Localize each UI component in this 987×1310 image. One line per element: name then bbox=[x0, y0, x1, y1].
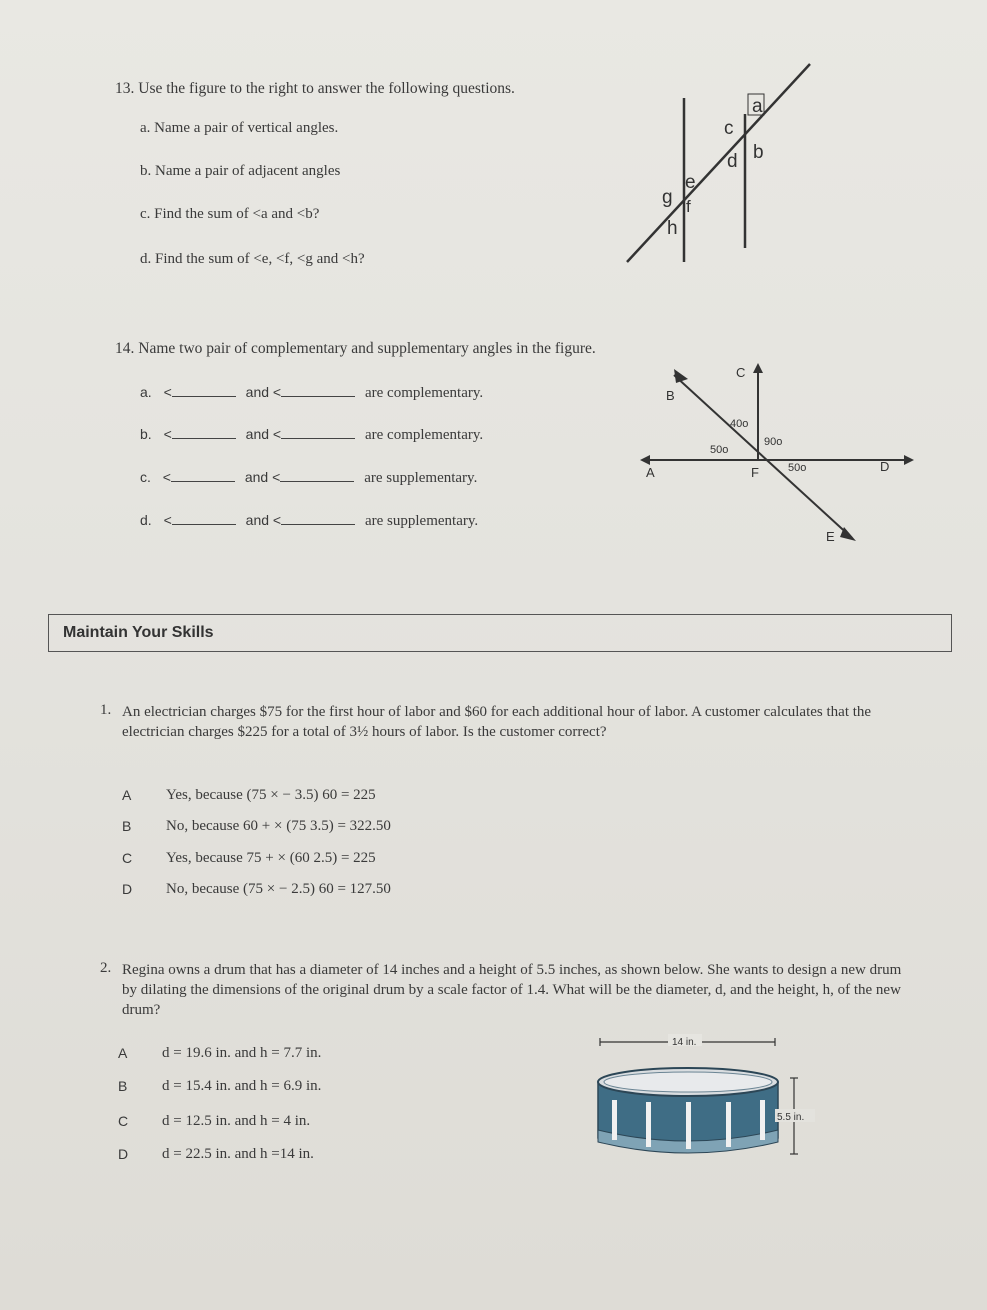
q14-row-a-letter: a. bbox=[140, 384, 152, 400]
option-text: d = 12.5 in. and h = 4 in. bbox=[162, 1113, 311, 1129]
arrow-B bbox=[674, 369, 688, 383]
angle-50-right: 50o bbox=[788, 462, 807, 474]
option-text: No, because 60 + × (75 3.5) = 322.50 bbox=[166, 818, 391, 834]
label-c: c bbox=[724, 118, 734, 139]
label-b: b bbox=[753, 142, 764, 163]
q14-row-b-tail: are complementary. bbox=[364, 427, 484, 443]
skills-q1-option-d[interactable] bbox=[122, 881, 391, 899]
angle-40: 40o bbox=[730, 418, 749, 430]
q14-figure bbox=[630, 355, 920, 550]
label-f: f bbox=[686, 197, 691, 216]
q14-blank-c1[interactable] bbox=[171, 469, 235, 482]
skills-q2-text: Regina owns a drum that has a diameter of 14 inches and a height of 5.5 inches, as shown below. She wants to design a new drum by dilating the dimensions of the original drum by a scale factor of 1.4. What will be the diameter, d, and the height, h, of the new drum? bbox=[122, 962, 902, 1018]
q14-row-c bbox=[140, 469, 477, 487]
skills-q1-number: 1. bbox=[100, 702, 112, 718]
option-text: Yes, because (75 × − 3.5) 60 = 225 bbox=[166, 787, 376, 803]
label-a: a bbox=[752, 96, 763, 117]
skills-q1-option-a[interactable] bbox=[122, 787, 376, 805]
q14-row-b-letter: b. bbox=[140, 426, 152, 442]
option-text: d = 22.5 in. and h =14 in. bbox=[162, 1146, 314, 1162]
label-h: h bbox=[667, 218, 678, 239]
option-letter: D bbox=[118, 1146, 129, 1162]
point-E: E bbox=[826, 529, 835, 544]
q14-blank-a2[interactable] bbox=[281, 384, 355, 397]
option-letter: C bbox=[122, 850, 133, 866]
q14-blank-d2[interactable] bbox=[281, 512, 355, 525]
point-D: D bbox=[880, 459, 890, 474]
skills-q2-option-c[interactable] bbox=[118, 1113, 311, 1131]
q14-row-b bbox=[140, 426, 483, 444]
q14-row-a-and: and < bbox=[245, 384, 282, 400]
q14-blank-b1[interactable] bbox=[172, 426, 236, 439]
q14-row-c-and: and < bbox=[244, 469, 281, 485]
skills-q1-option-b[interactable] bbox=[122, 818, 391, 836]
q13-item-d: d. Find the sum of <e, <f, <g and <h? bbox=[140, 251, 365, 267]
option-letter: B bbox=[118, 1078, 128, 1094]
skills-q1-text: An electrician charges $75 for the first hour of labor and $60 for each additional hour of labor. A customer calculates that the electrician charges $225 for a total of 3½ hours of labor. Is the customer correct? bbox=[122, 704, 872, 740]
q13-title: 13. Use the figure to the right to answer the following questions. bbox=[115, 80, 515, 97]
q14-row-c-letter: c. bbox=[140, 469, 151, 485]
q14-row-d-lt: < bbox=[163, 512, 172, 528]
drum-lug-4 bbox=[726, 1102, 731, 1147]
q14-row-d-and: and < bbox=[245, 512, 282, 528]
transversal-line bbox=[627, 64, 810, 262]
drum-figure bbox=[590, 1030, 840, 1180]
skills-q2-option-d[interactable] bbox=[118, 1146, 314, 1164]
label-e: e bbox=[685, 172, 696, 193]
option-letter: A bbox=[122, 787, 132, 803]
arrow-D bbox=[904, 455, 914, 465]
point-F: F bbox=[751, 465, 759, 480]
q14-row-b-and: and < bbox=[245, 426, 282, 442]
skills-q1-option-c[interactable] bbox=[122, 850, 376, 868]
drum-width-label: 14 in. bbox=[672, 1037, 697, 1048]
q13-item-b: b. Name a pair of adjacent angles bbox=[140, 163, 341, 179]
drum-lug-5 bbox=[760, 1100, 765, 1140]
drum-lug-1 bbox=[612, 1100, 617, 1140]
arrow-A bbox=[640, 455, 650, 465]
skills-q2-option-a[interactable] bbox=[118, 1045, 322, 1063]
q13-figure bbox=[620, 60, 820, 270]
q14-row-c-lt: < bbox=[162, 469, 171, 485]
arrow-C bbox=[753, 363, 763, 373]
q14-row-a-tail: are complementary. bbox=[364, 385, 484, 401]
skills-q2-option-b[interactable] bbox=[118, 1078, 322, 1096]
angle-90: 90o bbox=[764, 436, 783, 448]
skills-q2-number: 2. bbox=[100, 960, 112, 976]
q14-row-a-lt: < bbox=[163, 384, 172, 400]
q14-row-a bbox=[140, 384, 483, 402]
maintain-skills-banner: Maintain Your Skills bbox=[48, 614, 952, 652]
option-text: No, because (75 × − 2.5) 60 = 127.50 bbox=[166, 881, 391, 897]
point-A: A bbox=[646, 465, 655, 480]
drum-height-label: 5.5 in. bbox=[777, 1112, 805, 1123]
point-C: C bbox=[736, 365, 746, 380]
q13-item-a: a. Name a pair of vertical angles. bbox=[140, 120, 339, 136]
option-text: d = 15.4 in. and h = 6.9 in. bbox=[162, 1078, 322, 1094]
drum-lug-2 bbox=[646, 1102, 651, 1147]
q14-blank-b2[interactable] bbox=[281, 426, 355, 439]
q14-blank-a1[interactable] bbox=[172, 384, 236, 397]
q13-item-c: c. Find the sum of <a and <b? bbox=[140, 206, 320, 222]
option-letter: D bbox=[122, 881, 133, 897]
q14-title: 14. Name two pair of complementary and supplementary angles in the figure. bbox=[115, 340, 596, 357]
point-B: B bbox=[666, 388, 675, 403]
q14-row-b-lt: < bbox=[163, 426, 172, 442]
q14-row-d-tail: are supplementary. bbox=[364, 513, 479, 529]
option-letter: B bbox=[122, 818, 132, 834]
q14-blank-c2[interactable] bbox=[280, 469, 354, 482]
line-BE bbox=[674, 375, 852, 538]
q14-blank-d1[interactable] bbox=[172, 512, 236, 525]
option-text: d = 19.6 in. and h = 7.7 in. bbox=[162, 1045, 322, 1061]
option-letter: C bbox=[118, 1113, 129, 1129]
drum-lug-3 bbox=[686, 1102, 691, 1149]
label-d: d bbox=[727, 151, 738, 172]
angle-50-left: 50o bbox=[710, 444, 729, 456]
label-g: g bbox=[662, 187, 673, 208]
option-text: Yes, because 75 + × (60 2.5) = 225 bbox=[166, 850, 376, 866]
q14-row-c-tail: are supplementary. bbox=[364, 470, 478, 486]
option-letter: A bbox=[118, 1045, 128, 1061]
q14-row-d-letter: d. bbox=[140, 512, 152, 528]
q14-row-d bbox=[140, 512, 478, 530]
